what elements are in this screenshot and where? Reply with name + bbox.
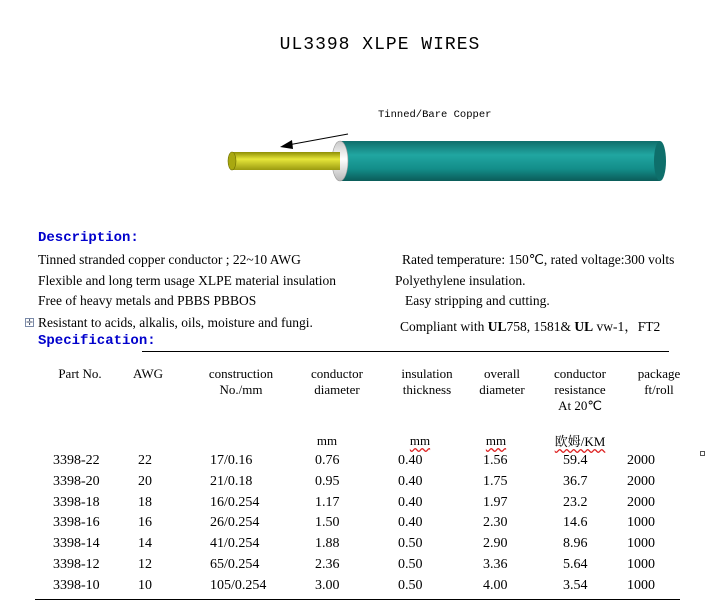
cell-conductor: 1.17 [315, 495, 340, 510]
cell-overall: 1.75 [483, 474, 508, 489]
cell-insulation: 0.40 [398, 495, 423, 510]
header-conductor-resistance: conductor resistance At 20℃ [554, 366, 606, 413]
compliance-pre: Compliant with [400, 319, 488, 334]
cell-package: 1000 [627, 578, 655, 593]
cell-package: 1000 [627, 515, 655, 530]
unit-conductor: mm [316, 433, 338, 448]
cell-resistance: 5.64 [563, 557, 588, 572]
cell-resistance: 23.2 [563, 495, 588, 510]
cell-construction: 26/0.254 [210, 515, 260, 530]
header-construction: construction No./mm [208, 366, 274, 397]
header-package: package ft/roll [637, 366, 681, 397]
cell-conductor: 2.36 [315, 557, 340, 572]
cell-overall: 1.56 [483, 453, 508, 468]
desc-right-2: Polyethylene insulation. [395, 273, 526, 288]
cell-overall: 1.97 [483, 495, 508, 510]
desc-left-2: Flexible and long term usage XLPE material insulation [38, 273, 337, 288]
cell-part: 3398-12 [53, 557, 100, 572]
cell-insulation: 0.40 [398, 515, 423, 530]
cell-awg: 20 [138, 474, 152, 489]
cell-overall: 2.90 [483, 536, 508, 551]
cell-part: 3398-10 [53, 578, 100, 593]
table-bottom-rule [35, 599, 680, 600]
wire-jacket [340, 141, 660, 181]
cell-awg: 12 [138, 557, 152, 572]
cell-package: 2000 [627, 453, 655, 468]
cell-construction: 65/0.254 [210, 557, 260, 572]
cell-awg: 14 [138, 536, 152, 551]
cell-package: 2000 [627, 495, 655, 510]
header-awg: AWG [132, 366, 163, 381]
wire-conductor [232, 152, 340, 170]
edge-marker [700, 451, 705, 456]
compliance-post: vw-1，FT2 [593, 319, 661, 334]
header-insulation-thickness: insulation thickness [401, 366, 453, 397]
cell-part: 3398-20 [53, 474, 100, 489]
desc-right-3: Easy stripping and cutting. [405, 293, 550, 308]
cell-resistance: 3.54 [563, 578, 588, 593]
compliance-ul-1: UL [487, 319, 507, 334]
cell-part: 3398-14 [53, 536, 100, 551]
unit-resistance: 欧姆/KM [554, 434, 606, 449]
cell-overall: 3.36 [483, 557, 508, 572]
specification-heading: Specification: [38, 333, 156, 349]
cell-part: 3398-18 [53, 495, 100, 510]
cell-insulation: 0.50 [398, 578, 423, 593]
unit-overall: mm [485, 433, 507, 448]
cell-package: 2000 [627, 474, 655, 489]
cell-insulation: 0.40 [398, 474, 423, 489]
wire-jacket-end [654, 141, 666, 181]
desc-left-3: Free of heavy metals and PBBS PBBOS [38, 293, 257, 308]
cell-insulation: 0.50 [398, 557, 423, 572]
unit-insulation: mm [409, 433, 431, 448]
cell-resistance: 8.96 [563, 536, 588, 551]
cell-part: 3398-22 [53, 453, 100, 468]
cell-conductor: 3.00 [315, 578, 340, 593]
cell-insulation: 0.40 [398, 453, 423, 468]
move-handle-icon[interactable]: ✛ [26, 318, 33, 327]
cell-awg: 16 [138, 515, 152, 530]
desc-left-1: Tinned stranded copper conductor ; 22~10 AWG [38, 252, 301, 267]
cell-package: 1000 [627, 557, 655, 572]
callout-label: Tinned/Bare Copper [378, 109, 492, 121]
cell-construction: 105/0.254 [210, 578, 267, 593]
spec-divider [142, 351, 669, 352]
cell-conductor: 0.95 [315, 474, 340, 489]
cell-construction: 41/0.254 [210, 536, 260, 551]
cell-conductor: 0.76 [315, 453, 340, 468]
callout-arrow-head [280, 140, 293, 149]
cell-insulation: 0.50 [398, 536, 423, 551]
cell-resistance: 59.4 [563, 453, 588, 468]
description-heading: Description: [38, 230, 139, 246]
cell-resistance: 14.6 [563, 515, 588, 530]
cell-awg: 18 [138, 495, 152, 510]
header-conductor-diameter: conductor diameter [311, 366, 363, 397]
cell-construction: 16/0.254 [210, 495, 260, 510]
desc-right-1: Rated temperature: 150℃, rated voltage:300 volts [402, 252, 675, 267]
cell-construction: 21/0.18 [210, 474, 253, 489]
cell-conductor: 1.88 [315, 536, 340, 551]
cell-package: 1000 [627, 536, 655, 551]
compliance-ul-2: UL [574, 319, 594, 334]
cell-conductor: 1.50 [315, 515, 340, 530]
wire-illustration [220, 125, 680, 195]
cell-overall: 4.00 [483, 578, 508, 593]
compliance-mid: 758, 1581& [506, 319, 575, 334]
header-overall-diameter: overall diameter [479, 366, 525, 397]
cell-construction: 17/0.16 [210, 453, 253, 468]
cell-resistance: 36.7 [563, 474, 588, 489]
desc-left-4: Resistant to acids, alkalis, oils, moisture and fungi. [38, 315, 313, 330]
header-part-no: Part No. [58, 366, 102, 381]
wire-conductor-tip [228, 152, 236, 170]
page-title: UL3398 XLPE WIRES [279, 35, 481, 55]
cell-awg: 10 [138, 578, 152, 593]
cell-part: 3398-16 [53, 515, 100, 530]
desc-compliance [400, 315, 660, 335]
cell-awg: 22 [138, 453, 152, 468]
cell-overall: 2.30 [483, 515, 508, 530]
